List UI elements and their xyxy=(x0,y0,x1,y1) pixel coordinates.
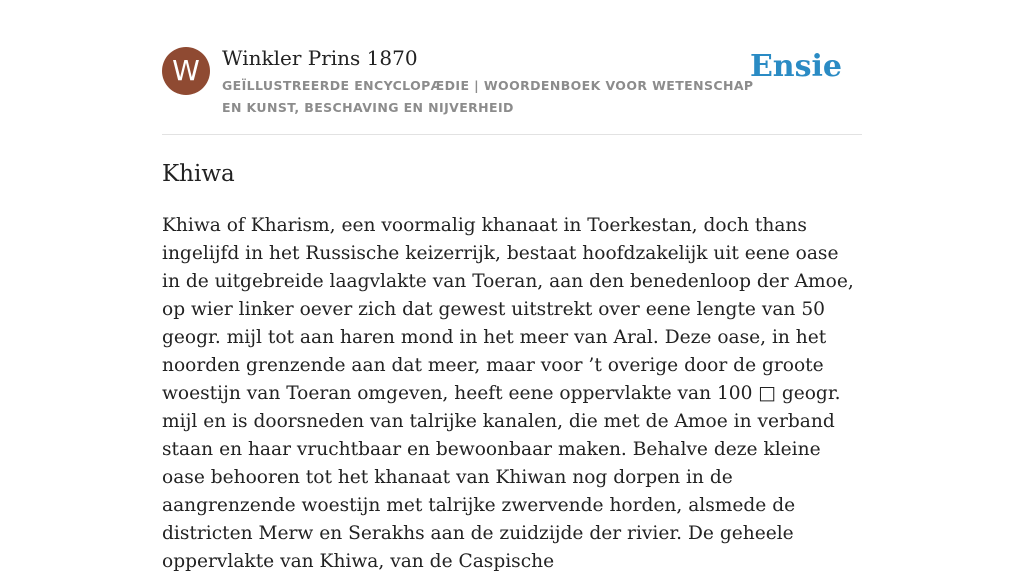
book-header xyxy=(162,45,862,135)
entry-title: Khiwa xyxy=(162,161,235,187)
book-title[interactable]: Winkler Prins 1870 xyxy=(222,46,418,70)
ensie-logo-link[interactable]: Ensie xyxy=(749,49,842,84)
entry-body: Khiwa of Kharism, een voormalig khanaat in Toerkestan, doch thans ingelijfd in het Russische keizerrijk, bestaat hoofdzakelijk uit eene oase in de uitgebreide laagvlakte van Toeran, aan den benedenloop der Amoe, op wier linker oever zich dat gewest uitstrekt over eene lengte van 50 geogr. mijl tot aan haren mond in het meer van Aral. Deze oase, in het noorden grenzende aan dat meer, maar voor ’t overige door de groote woestijn van Toeran omgeven, heeft eene oppervlakte van 100 □ geogr. mijl en is doorsneden van talrijke kanalen, die met de Amoe in verband staan en haar vruchtbaar en bewoonbaar maken. Behalve deze kleine oase behooren tot het khanaat van Khiwan nog dorpen in de aangrenzende woestijn met talrijke zwervende horden, alsmede de districten Merw en Serakhs aan de zuidzijde der rivier. De geheele oppervlakte van Khiwa, van de Caspische xyxy=(162,215,854,572)
book-title-block xyxy=(222,45,762,119)
book-avatar[interactable]: W xyxy=(162,47,210,95)
book-subtitle: GEÏLLUSTREERDE ENCYCLOPÆDIE | WOORDENBOEK VOOR WETENSCHAP EN KUNST, BESCHAVING EN NIJVERHEID xyxy=(222,78,754,115)
